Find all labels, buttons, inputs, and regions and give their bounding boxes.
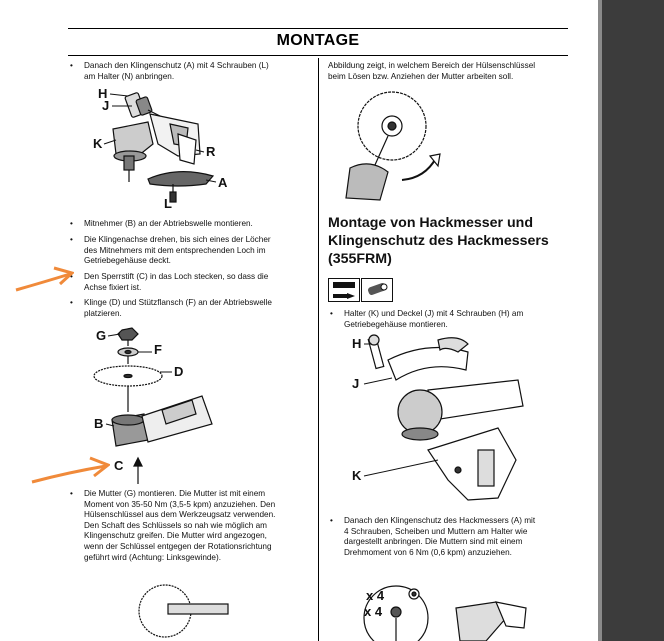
label-j: J <box>352 376 360 391</box>
step-text: • Danach den Klingenschutz (A) mit 4 Schrauben (L) am Halter (N) anbringen. <box>84 61 269 82</box>
step-text: • Den Sperrstift (C) in das Loch stecken, so dass die Achse fixiert ist. <box>84 272 268 293</box>
label-h: H <box>98 86 108 101</box>
label-h: H <box>352 336 362 351</box>
section-heading: Montage von Hackmesser und Klingenschutz des Hackmessers (355FRM) <box>328 215 549 267</box>
label-x4-top: x 4 <box>366 588 385 603</box>
step-text: • Mitnehmer (B) an der Abtriebswelle montieren. <box>84 219 253 230</box>
label-d: D <box>174 364 184 379</box>
viewer-background <box>598 0 664 641</box>
figure-hack-blade-holder <box>348 330 528 510</box>
annotation-arrow-2 <box>30 456 110 486</box>
label-l: L <box>164 196 172 209</box>
column-divider <box>318 58 319 641</box>
figure-blade-mounting <box>92 324 242 484</box>
label-r: R <box>206 144 216 159</box>
page-title: MONTAGE <box>276 32 360 49</box>
intro-text: Abbildung zeigt, in welchem Bereich der Hülsenschlüssel beim Lösen bzw. Anziehen der Mutter arbeiten soll. <box>328 61 536 81</box>
label-b: B <box>94 416 104 431</box>
icon-box-mount <box>328 278 360 302</box>
label-j: J <box>102 98 110 113</box>
step-text: • Danach den Klingenschutz des Hackmessers (A) mit 4 Schrauben, Scheiben und Muttern am Halter wie dargestellt anbringen. Die Muttern sind mit einem Drehmoment von 6 Nm (0,6 kpm) anzuziehen. <box>344 516 535 558</box>
figure-blade-guard-assembly <box>88 84 238 209</box>
label-k: K <box>93 136 103 151</box>
label-c: C <box>114 458 124 473</box>
label-k: K <box>352 468 362 483</box>
label-a: A <box>218 175 228 190</box>
step-text: • Die Klingenachse drehen, bis sich eines der Löcher des Mitnehmers mit dem entsprechenden Loch im Getriebegehäuse deckt. <box>84 235 271 267</box>
label-x4-bottom: x 4 <box>364 604 383 619</box>
label-g: G <box>96 328 107 343</box>
step-text: • Klinge (D) und Stützflansch (F) an der Abtriebswelle platzieren. <box>84 298 272 319</box>
step-text: • Die Mutter (G) montieren. Die Mutter ist mit einem Moment von 35-50 Nm (3,5-5 kpm) anzuziehen. Den Hülsenschlüssel aus dem Werkzeugsatz verwenden. Den Schaft des Schlüssels so nah wie möglich am Klingenschutz greifen. Die Mutter wird angezogen, wenn der Schlüssel entgegen der Rotationsrichtung geführt wird (Achtung: Linksgewinde). <box>84 489 275 563</box>
figure-wrench-partial <box>110 566 230 641</box>
mount-arrow-icon <box>329 279 359 301</box>
wrench-icon <box>362 279 392 301</box>
annotation-arrow-1 <box>14 264 74 294</box>
label-f: F <box>154 342 162 357</box>
figure-bottom-parts <box>356 568 536 641</box>
figure-socket-wrench-use <box>340 88 450 206</box>
step-text: • Halter (K) und Deckel (J) mit 4 Schrauben (H) am Getriebegehäuse montieren. <box>344 309 523 330</box>
title-bar <box>68 28 568 56</box>
icon-box-wrench <box>361 278 393 302</box>
